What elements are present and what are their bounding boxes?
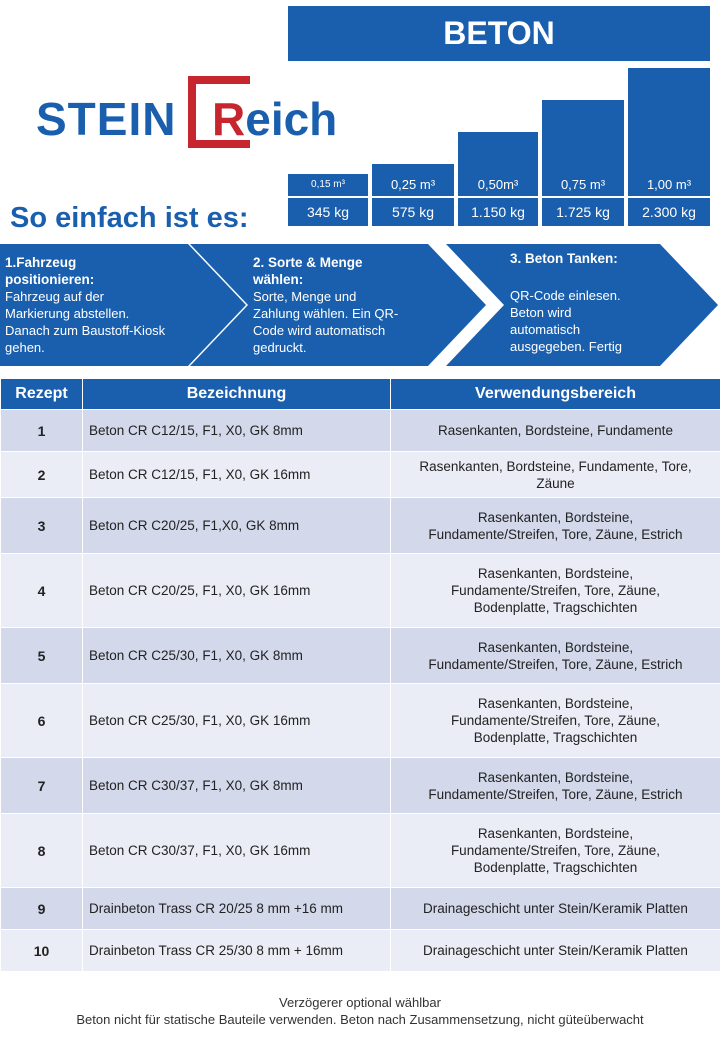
- verwendungsbereich-line: Rasenkanten, Bordsteine, Fundamente, Tore,: [419, 458, 692, 474]
- verwendungsbereich-line: Fundamente/Streifen, Tore, Zäune,: [450, 713, 661, 728]
- bezeichnung-cell: Beton CR C12/15, F1, X0, GK 8mm: [83, 410, 391, 452]
- rezept-number: 8: [1, 814, 83, 888]
- bezeichnung-cell: Beton CR C30/37, F1, X0, GK 16mm: [83, 814, 391, 888]
- verwendungsbereich-line: Fundamente/Streifen, Tore, Zäune, Estrich: [428, 526, 683, 542]
- table-header-row: [1, 379, 720, 410]
- verwendungsbereich-cell: [391, 498, 720, 554]
- verwendungsbereich-line: Zäune: [536, 475, 575, 491]
- verwendungsbereich-cell: [391, 452, 720, 498]
- step-3-line: ausgegeben. Fertig: [510, 339, 623, 354]
- step-2-subheading: wählen:: [253, 272, 304, 287]
- table-row: [1, 410, 720, 452]
- verwendungsbereich-line: Bodenplatte, Tragschichten: [473, 860, 638, 875]
- recipe-table: [0, 378, 720, 972]
- verwendungsbereich-line: Rasenkanten, Bordsteine,: [477, 696, 634, 711]
- weight-label: 345 kg: [288, 198, 368, 226]
- bezeichnung-cell: Beton CR C20/25, F1,X0, GK 8mm: [83, 498, 391, 554]
- footer: [0, 994, 720, 1028]
- table-row: [1, 684, 720, 758]
- bezeichnung-cell: Beton CR C25/30, F1, X0, GK 8mm: [83, 628, 391, 684]
- table-row: [1, 628, 720, 684]
- table-row: [1, 814, 720, 888]
- weight-label: 1.150 kg: [458, 198, 538, 226]
- volume-label: 0,15 m³: [288, 174, 368, 196]
- rezept-number: 10: [1, 930, 83, 972]
- verwendungsbereich-line: Rasenkanten, Bordsteine,: [477, 826, 634, 841]
- step-1-line: gehen.: [5, 340, 45, 355]
- volume-label: 1,00 m³: [628, 174, 710, 196]
- verwendungsbereich-cell: [391, 758, 720, 814]
- step-1-line: Fahrzeug auf der: [5, 289, 105, 304]
- step-3-heading: 3. Beton Tanken:: [510, 251, 618, 266]
- weight-label: 575 kg: [372, 198, 454, 226]
- verwendungsbereich-line: Rasenkanten, Bordsteine,: [477, 566, 634, 581]
- volume-label: 0,75 m³: [542, 174, 624, 196]
- rezept-number: 9: [1, 888, 83, 930]
- verwendungsbereich-line: Fundamente/Streifen, Tore, Zäune, Estrich: [428, 786, 683, 802]
- verwendungsbereich-line: Fundamente/Streifen, Tore, Zäune,: [450, 843, 661, 858]
- bezeichnung-cell: Beton CR C25/30, F1, X0, GK 16mm: [83, 684, 391, 758]
- rezept-number: 7: [1, 758, 83, 814]
- verwendungsbereich-line: Drainageschicht unter Stein/Keramik Platten: [423, 943, 688, 958]
- step-1-subheading: positionieren:: [5, 272, 95, 287]
- verwendungsbereich-line: Bodenplatte, Tragschichten: [473, 730, 638, 745]
- table-row: [1, 498, 720, 554]
- verwendungsbereich-line: Rasenkanten, Bordsteine, Fundamente: [438, 423, 673, 438]
- bezeichnung-cell: Drainbeton Trass CR 20/25 8 mm +16 mm: [83, 888, 391, 930]
- bezeichnung-cell: Beton CR C20/25, F1, X0, GK 16mm: [83, 554, 391, 628]
- weight-label: 2.300 kg: [628, 198, 710, 226]
- volume-label: 0,25 m³: [372, 174, 454, 196]
- verwendungsbereich-line: Rasenkanten, Bordsteine,: [477, 509, 634, 525]
- step-3-line: QR-Code einlesen.: [510, 288, 621, 303]
- bezeichnung-cell: Drainbeton Trass CR 25/30 8 mm + 16mm: [83, 930, 391, 972]
- verwendungsbereich-line: Rasenkanten, Bordsteine,: [477, 639, 634, 655]
- verwendungsbereich-line: Fundamente/Streifen, Tore, Zäune,: [450, 583, 661, 598]
- step-3-line: Beton wird: [510, 305, 572, 320]
- volume-label: 0,50m³: [458, 174, 538, 196]
- verwendungsbereich-line: Rasenkanten, Bordsteine,: [477, 769, 634, 785]
- rezept-number: 2: [1, 452, 83, 498]
- verwendungsbereich-line: Fundamente/Streifen, Tore, Zäune, Estrich: [428, 656, 683, 672]
- table-row: [1, 888, 720, 930]
- header-verwendungsbereich: Verwendungsbereich: [391, 379, 720, 410]
- beton-banner: BETON: [288, 6, 710, 61]
- step-1-line: Markierung abstellen.: [5, 306, 130, 321]
- step-2: [190, 244, 490, 366]
- rezept-number: 1: [1, 410, 83, 452]
- step-2-heading: 2. Sorte & Menge: [253, 255, 363, 270]
- table-row: [1, 758, 720, 814]
- verwendungsbereich-cell: [391, 930, 720, 972]
- header-bezeichnung: Bezeichnung: [83, 379, 391, 410]
- steinreich-logo: [36, 72, 376, 162]
- step-2-line: Code wird automatisch: [253, 323, 386, 338]
- verwendungsbereich-cell: [391, 628, 720, 684]
- verwendungsbereich-cell: [391, 684, 720, 758]
- verwendungsbereich-cell: [391, 554, 720, 628]
- footer-note-retarder: Verzögerer optional wählbar: [279, 995, 441, 1010]
- step-3: [446, 244, 720, 366]
- rezept-number: 6: [1, 684, 83, 758]
- verwendungsbereich-line: Drainageschicht unter Stein/Keramik Platten: [423, 901, 688, 916]
- page-title: So einfach ist es:: [10, 202, 249, 234]
- table-row: [1, 452, 720, 498]
- verwendungsbereich-cell: [391, 888, 720, 930]
- verwendungsbereich-cell: [391, 410, 720, 452]
- bezeichnung-cell: Beton CR C12/15, F1, X0, GK 16mm: [83, 452, 391, 498]
- header-rezept: Rezept: [1, 379, 83, 410]
- rezept-number: 5: [1, 628, 83, 684]
- step-2-line: Sorte, Menge und: [253, 289, 357, 304]
- verwendungsbereich-line: Bodenplatte, Tragschichten: [473, 600, 638, 615]
- step-3-line: automatisch: [510, 322, 581, 337]
- table-row: [1, 554, 720, 628]
- logo-stein-text: STEIN: [36, 93, 177, 145]
- step-1-heading: 1.Fahrzeug: [5, 255, 77, 270]
- rezept-number: 4: [1, 554, 83, 628]
- rezept-number: 3: [1, 498, 83, 554]
- step-2-line: gedruckt.: [253, 340, 307, 355]
- verwendungsbereich-cell: [391, 814, 720, 888]
- footer-note-disclaimer: Beton nicht für statische Bauteile verwenden. Beton nach Zusammensetzung, nicht güteüberwacht: [76, 1012, 644, 1027]
- weight-label: 1.725 kg: [542, 198, 624, 226]
- bezeichnung-cell: Beton CR C30/37, F1, X0, GK 8mm: [83, 758, 391, 814]
- logo-reich-text: Reich: [212, 93, 338, 145]
- step-2-line: Zahlung wählen. Ein QR-: [253, 306, 399, 321]
- table-row: [1, 930, 720, 972]
- step-1-line: Danach zum Baustoff-Kiosk: [5, 323, 166, 338]
